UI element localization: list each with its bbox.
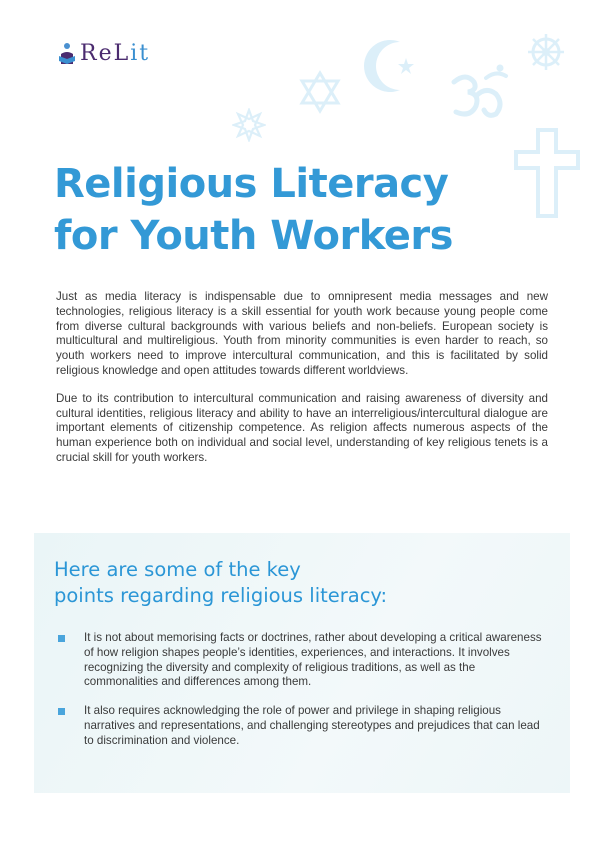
logo-text-accent: it: [130, 40, 151, 66]
key-points-heading-line-2: points regarding religious literacy:: [54, 584, 388, 607]
logo-text: [80, 41, 150, 66]
square-bullet-icon: [58, 708, 65, 715]
key-points-heading: [54, 557, 534, 609]
list-item-text: It is not about memorising facts or doctrines, rather about developing a critical awareness of how religion shapes people’s identities, experiences, and interactions. It involves recognizing the diversity and complexity of religious traditions, as well as the commonalities and differences among them.: [84, 631, 542, 689]
intro-section: [56, 290, 548, 479]
logo-text-main: ReL: [80, 40, 131, 66]
person-reading-icon: [58, 40, 76, 66]
list-item: [58, 704, 548, 748]
dharma-wheel-icon: [526, 32, 566, 72]
star-of-david-icon: [298, 70, 342, 114]
relit-logo: [58, 40, 150, 66]
list-item-text: It also requires acknowledging the role of power and privilege in shaping religious narratives and representations, and challenging stereotypes and prejudices that can lead to discrimination and violence.: [84, 704, 540, 747]
key-points-list: [58, 631, 548, 763]
key-points-box: [34, 533, 570, 793]
list-item: [58, 631, 548, 690]
key-points-heading-line-1: Here are some of the key: [54, 558, 301, 581]
title-line-2: for Youth Workers: [54, 213, 453, 259]
baha-star-icon: [232, 108, 266, 142]
intro-paragraph-2: Due to its contribution to intercultural communication and raising awareness of diversity and cultural identities, religious literacy and ability to have an interreligious/intercultural dialogue are important elements of citizenship competence. As religion affects numerous aspects of the human experience both on individual and social level, understanding of key religious tenets is a crucial skill for youth workers.: [56, 391, 548, 464]
om-icon: [446, 60, 516, 120]
title-line-1: Religious Literacy: [54, 161, 449, 207]
square-bullet-icon: [58, 635, 65, 642]
page-title: [54, 158, 534, 262]
intro-paragraph-1: Just as media literacy is indispensable due to omnipresent media messages and new technologies, religious literacy is a skill essential for youth work because young people come from diverse cultural backgrounds with various beliefs and non-beliefs. European society is multicultural and multireligious. Youth from minority communities is even harder to reach, so youth workers need to improve intercultural communication, and this is facilitated by solid religious knowledge and open attitudes towards different worldviews.: [56, 290, 548, 377]
crescent-star-icon: [362, 36, 422, 96]
